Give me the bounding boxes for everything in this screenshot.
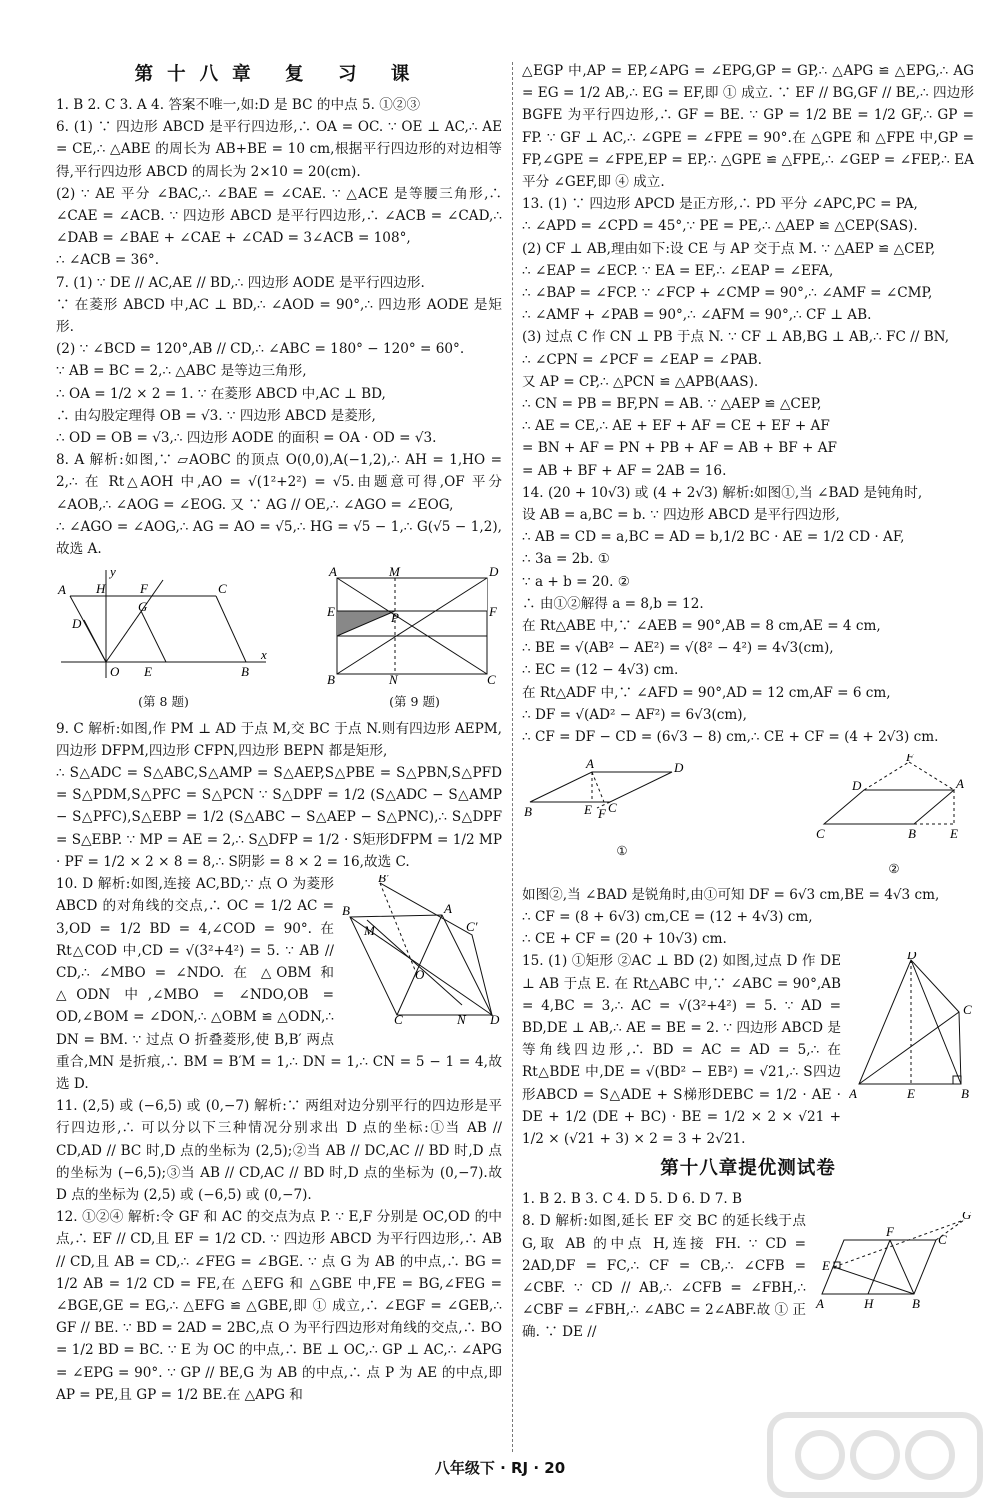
svg-text:C′: C′ — [466, 919, 478, 935]
figures-8-9 — [56, 566, 502, 713]
svg-text:B: B — [524, 804, 532, 820]
answer-13-line5: ∴ ∠BAP = ∠FCP. ∵ ∠FCP + ∠CMP = 90°,∴ ∠AMF = ∠CMP, — [522, 285, 933, 302]
svg-text:G: G — [138, 599, 148, 615]
answer-14-line10: 在 Rt△ADF 中,∵ ∠AFD = 90°,AD = 12 cm,AF = 6 cm, — [522, 684, 891, 701]
answer-13-line13: = AB + BF + AF = 2AB = 16. — [522, 462, 727, 479]
svg-text:E: E — [327, 604, 335, 620]
answer-7-line7: ∴ OD = OB = √3,∴ 四边形 AODE 的面积 = OA · OD = √3. — [56, 430, 437, 447]
figure-14-1 — [522, 754, 722, 879]
answer-7-line3: (2) ∵ ∠BCD = 120°,AB // CD,∴ ∠ABC = 180° − 120° = 60°. — [56, 341, 465, 358]
svg-text:B′: B′ — [378, 875, 389, 886]
figure-test-8-diagram — [814, 1212, 974, 1310]
svg-text:P: P — [391, 610, 399, 626]
svg-text:A: A — [444, 901, 452, 917]
answer-12: 12. ①②④ 解析:令 GF 和 AC 的交点为点 P. ∵ E,F 分别是 OC,OD 的中点,∴ EF // CD,且 EF = 1/2 CD. ∵ 四边形 ABCD 为平行四边形,∴ AB // CD,且 AB = CD,∴ ∠FEG = ∠BGE. ∵ 点 G 为 AB 的中点,∴ BG = 1/2 AB = 1/2 CD = FE,在 △EFG 和 △GBE 中,FE = BG,∠FEG = ∠BGE,GE = EG,∴ △EFG ≌ △GBE,即 ① 成立,∴ ∠EGF = ∠GEB,∴ GF // BE. ∵ BD = 2AD = 2BC,点 O 为平行四边形对角线的交点,∴ BO = 1/2 BD = BC. ∵ E 为 OC 的中点,∴ BE ⊥ OC,∴ GP ⊥ AC,∴ ∠APG = ∠EPG = 90°. ∵ GP // BE,G 为 AB 的中点,∴ 点 P 为 AE 的中点,即 AP = PE,且 GP = 1/2 BE.在 △APG 和 — [56, 1209, 502, 1403]
answer-13-line7: (3) 过点 C 作 CN ⊥ PB 于点 N. ∵ CF ⊥ AB,BG ⊥ AB,∴ FC // BN, — [522, 329, 950, 346]
answer-14-line7: 在 Rt△ABE 中,∵ ∠AEB = 90°,AB = 8 cm,AE = 4 cm, — [522, 618, 881, 635]
test-answer-8: 8. D 解析:如图,延长 EF 交 BC 的延长线于点 G,取 AB 的中点 H,连接 FH. ∵ CD = 2AD,DF = FC,∴ CF = CB,∴ ∠CFB = ∠CBF. ∵ CD // AB,∴ ∠CFB = ∠FBH,∴ ∠CBF = ∠FBH,∴ ∠ABC = 2∠ABF.故 ① 正确. ∵ DE // — [522, 1213, 806, 1341]
answer-11: 11. (2,5) 或 (−6,5) 或 (0,−7) 解析:∵ 两组对边分别平行的四边形是平行四边形,∴ 可以分以下三种情况分别求出 D 点的坐标:①当 AB // CD,AD // BC 时,D 点的坐标为 (2,5);②当 AB // DC,AC // BD 时,D 点的坐标为 (−6,5);③当 AB // CD,AC // BD 时,D 点的坐标为 (0,−7).故 D 点的坐标为 (2,5) 或 (−6,5) 或 (0,−7). — [56, 1098, 502, 1203]
figure-14-2 — [814, 754, 974, 879]
svg-text:D: D — [489, 566, 499, 580]
answer-7-line6: ∴ 由勾股定理得 OB = √3. ∵ 四边形 ABCD 是菱形, — [56, 407, 376, 424]
svg-text:E: E — [822, 1258, 830, 1274]
svg-text:A: A — [956, 776, 964, 792]
svg-text:C: C — [218, 581, 227, 597]
answer-14-line2: 设 AB = a,BC = b. ∵ 四边形 ABCD 是平行四边形, — [522, 507, 840, 524]
answer-7-line4: ∵ AB = BC = 2,∴ △ABC 是等边三角形, — [56, 363, 307, 380]
svg-text:M: M — [389, 566, 400, 580]
figure-8-caption: (第 8 题) — [138, 694, 189, 710]
answer-6-part3: ∴ ∠ACB = 36°. — [56, 252, 160, 269]
answer-13-line3: (2) CF ⊥ AB,理由如下:设 CE 与 AP 交于点 M. ∵ △AEP ≌ △CEP, — [522, 240, 936, 257]
svg-text:H: H — [864, 1296, 874, 1311]
svg-text:B: B — [327, 672, 335, 685]
svg-text:A: A — [329, 566, 337, 580]
svg-text:B: B — [912, 1296, 920, 1311]
svg-text:A: A — [58, 582, 66, 598]
answer-14-line1: 14. (20 + 10√3) 或 (4 + 2√3) 解析:如图①,当 ∠BAD 是钝角时, — [522, 484, 923, 501]
figure-15 — [849, 952, 974, 1109]
svg-text:C: C — [938, 1232, 947, 1248]
answer-7-line5: ∴ OA = 1/2 × 2 = 1. ∵ 在菱形 ABCD 中,AC ⊥ BD, — [56, 385, 386, 402]
figures-14 — [522, 754, 974, 879]
svg-text:E: E — [907, 1086, 915, 1102]
svg-text:D: D — [72, 616, 82, 632]
answer-14-line8: ∴ BE = √(AB² − AE²) = √(8² − 4²) = 4√3(cm), — [522, 640, 834, 657]
svg-text:C: C — [394, 1012, 403, 1026]
answer-9-line2: ∴ S△ADC = S△ABC,S△AMP = S△AEP,S△PBE = S△PBN,S△PFD = S△PDM,S△PFC = S△PCN ∵ S△DPF = 1/2 (S△ADC − S△AMP − S△PFC),S△EBP = 1/2 (S△ABC − S△AEP − S△PNC),∴ S△DPF = S△EBP. ∵ MP = AE = 2,∴ S△DFP = 1/2 · S矩形DFPM = 1/2 MP · PF = 1/2 × 2 × 8 = 8,∴ S阴影 = 8 × 2 = 16,故选 C. — [56, 765, 502, 870]
svg-text:H: H — [96, 581, 106, 597]
svg-text:D: D — [907, 952, 917, 963]
answer-15: 15. (1) ①矩形 ②AC ⊥ BD (2) 如图,过点 D 作 DE ⊥ AB 于点 E. 在 Rt△ABC 中,∵ ∠ABC = 90°,AB = 4,BC = 3,∴ AC = √(3²+4²) = 5. ∵ AD = BD,DE ⊥ AB,∴ AE = BE = 2. ∵ 四边形 ABCD 是等角线四边形,∴ BD = AC = AD = 5,∴ 在 Rt△BDE 中,DE = √(BD² − EB²) = √21,∴ S四边形ABCD = S△ADE + S梯形DEBC = 1/2 · AE · DE + 1/2 (DE + BC) · BE = 1/2 × 2 × √21 + 1/2 × (√21 + 3) × 2 = 3 + 2√21. — [522, 953, 841, 1147]
svg-text:O: O — [415, 967, 425, 983]
answer-14-line12: ∴ CF = DF − CD = (6√3 − 8) cm,∴ CE + CF = (4 + 2√3) cm. — [522, 729, 939, 746]
test-answer-8-block — [522, 1210, 974, 1343]
svg-text:M: M — [364, 923, 375, 939]
figure-9-diagram — [327, 566, 502, 684]
svg-text:F: F — [140, 581, 148, 597]
svg-text:O: O — [110, 664, 120, 680]
answer-8-line2: ∴ ∠AGO = ∠AOG,∴ AG = AO = √5,∴ HG = √5 − 1,∴ G(√5 − 1,2),故选 A. — [56, 518, 502, 558]
svg-text:C: C — [963, 1002, 972, 1018]
figure-10 — [342, 875, 502, 1032]
svg-text:N: N — [389, 672, 398, 685]
figure-14-1-caption: ① — [616, 842, 628, 858]
answer-10-block — [56, 873, 502, 1095]
answer-7-line2: ∵ 在菱形 ABCD 中,AC ⊥ BD,∴ ∠AOD = 90°,∴ 四边形 AODE 是矩形. — [56, 296, 502, 336]
answer-9-line1: 9. C 解析:如图,作 PM ⊥ AD 于点 M,交 BC 于点 N.则有四边形 AEPM,四边形 DFPM,四边形 CFPN,四边形 BEPN 都是矩形, — [56, 720, 502, 759]
svg-text:G: G — [962, 1212, 972, 1223]
figure-15-diagram — [849, 952, 974, 1102]
answer-13-line12: = BN + AF = PN + PB + AF = AB + BF + AF — [522, 440, 837, 457]
answer-13-line10: ∴ CN = PB = BF,PN = AB. ∵ △AEP ≌ △CEP, — [522, 396, 822, 413]
svg-text:B: B — [342, 903, 350, 919]
answer-15-block — [522, 950, 974, 1150]
svg-text:A: A — [586, 756, 594, 772]
section-title-test: 第十八章提优测试卷 — [660, 1158, 836, 1180]
figure-test-8 — [814, 1212, 974, 1317]
answer-14b-line3: ∴ CE + CF = (20 + 10√3) cm. — [522, 931, 727, 948]
answer-8-line1: 8. A 解析:如图,∵ ▱AOBC 的顶点 O(0,0),A(−1,2),∴ AH = 1,HO = 2,∴ 在 Rt△AOH 中,AO = √(1²+2²) = √5.由题意可得,OF 平分 ∠AOB,∴ ∠AOG = ∠EOG. 又 ∵ AG // OE,∴ ∠AGO = ∠EOG, — [56, 452, 502, 513]
svg-text:x: x — [261, 647, 267, 663]
answer-13-line6: ∴ ∠AMF + ∠PAB = 90°,∴ ∠AFM = 90°,∴ CF ⊥ AB. — [522, 307, 872, 324]
figure-14-2-diagram — [814, 754, 974, 850]
answer-14b-line1: 如图②,当 ∠BAD 是锐角时,由①可知 DF = 6√3 cm,BE = 4√3 cm, — [522, 886, 940, 903]
section-title-review: 第十八章 复 习 课 — [134, 64, 424, 85]
answer-14-line6: ∴ 由①②解得 a = 8,b = 12. — [522, 595, 704, 612]
left-column — [56, 60, 502, 1406]
figure-9 — [327, 566, 502, 713]
answer-13-line8: ∴ ∠CPN = ∠PCF = ∠EAP = ∠PAB. — [522, 351, 762, 368]
svg-text:B: B — [241, 664, 249, 680]
svg-text:C: C — [608, 800, 617, 816]
figure-10-diagram — [342, 875, 502, 1025]
answer-13-line2: ∴ ∠APD = ∠CPD = 45°,∵ PE = PE,∴ △AEP ≌ △CEP(SAS). — [522, 218, 918, 235]
figure-8-diagram — [56, 566, 271, 684]
watermark-logo — [760, 1405, 990, 1505]
svg-text:B: B — [961, 1086, 969, 1102]
svg-text:N: N — [457, 1012, 466, 1026]
figure-8 — [56, 566, 271, 713]
svg-text:F: F — [598, 806, 606, 822]
answer-6-part1: 6. (1) ∵ 四边形 ABCD 是平行四边形,∴ OA = OC. ∵ OE ⊥ AC,∴ AE = CE,∴ △ABE 的周长为 AB+BE = 10 cm,根据平行四边形的对边相等得,平行四边形 ABCD 的周长为 2×10 = 20(cm). — [56, 119, 502, 180]
svg-text:A: A — [849, 1086, 857, 1102]
svg-text:y: y — [110, 566, 116, 580]
svg-text:D: D — [852, 778, 862, 794]
answer-13-line1: 13. (1) ∵ 四边形 APCD 是正方形,∴ PD 平分 ∠APC,PC = PA, — [522, 196, 918, 213]
svg-text:B: B — [908, 826, 916, 842]
page-footer: 八年级下 · RJ · 20 — [434, 1459, 566, 1477]
answer-6-part2: (2) ∵ AE 平分 ∠BAC,∴ ∠BAE = ∠CAE. ∵ △ACE 是等腰三角形,∴ ∠CAE = ∠ACB. ∵ 四边形 ABCD 是平行四边形,∴ ∠ACB = ∠CAD,∴ ∠DAB = ∠BAE + ∠CAE + ∠CAD = 3∠ACB = 108°, — [56, 185, 502, 247]
svg-text:C: C — [487, 672, 496, 685]
figure-9-caption: (第 9 题) — [389, 694, 440, 710]
answer-13-line9: 又 AP = CP,∴ △PCN ≌ △APB(AAS). — [522, 373, 759, 390]
answer-13-line11: ∴ AE = CE,∴ AE + EF + AF = CE + EF + AF — [522, 418, 830, 435]
svg-text:E: E — [144, 664, 152, 680]
svg-text:F: F — [886, 1224, 894, 1240]
svg-text:F: F — [906, 754, 914, 765]
answer-14-line3: ∴ AB = CD = a,BC = AD = b,1/2 BC · AE = 1/2 CD · AF, — [522, 529, 905, 546]
svg-text:D: D — [674, 760, 684, 776]
right-column — [522, 60, 974, 1344]
answer-13-line4: ∴ ∠EAP = ∠ECP. ∵ EA = EF,∴ ∠EAP = ∠EFA, — [522, 262, 834, 279]
answer-line-1-5: 1. B 2. C 3. A 4. 答案不唯一,如:D 是 BC 的中点 5. ①②③ — [56, 97, 421, 113]
answer-7-line1: 7. (1) ∵ DE // AC,AE // BD,∴ 四边形 AODE 是平行四边形. — [56, 274, 425, 291]
svg-text:D: D — [490, 1012, 500, 1026]
figure-14-2-caption: ② — [888, 860, 900, 876]
svg-text:E: E — [584, 802, 592, 818]
answer-10: 10. D 解析:如图,连接 AC,BD,∵ 点 O 为菱形 ABCD 的对角线的交点,∴ OC = 1/2 AC = 3,OD = 1/2 BD = 4,∠COD = 90°. 在 Rt△COD 中,CD = √(3²+4²) = 5. ∵ AB // CD,∴ ∠MBO = ∠NDO. 在 △OBM 和 △ODN 中,∠MBO = ∠NDO,OB = OD,∠BOM = ∠DON,∴ △OBM ≌ △ODN,∴ DN = BM. ∵ 过点 O 折叠菱形,使 B,B′ 两点重合,MN 是折痕,∴ BM = B′M = 1,∴ DN = 1,∴ CN = 5 − 1 = 4,故选 D. — [56, 876, 502, 1092]
answer-14-line9: ∴ EC = (12 − 4√3) cm. — [522, 662, 679, 679]
answer-12-continued: △EGP 中,AP = EP,∠APG = ∠EPG,GP = GP,∴ △APG ≌ △EPG,∴ AG = EG = 1/2 AB,∴ EG = EF,即 ① 成立. ∵ EF // BG,GF // BE,∴ 四边形 BGFE 为平行四边形,∴ GF = BE. ∵ GP = 1/2 BE = 1/2 GF,∴ GP = FP. ∵ GF ⊥ AC,∴ ∠GPE = ∠FPE = 90°.在 △GPE 和 △FPE 中,GP = FP,∠GPE = ∠FPE,EP = EP,∴ △GPE ≌ △FPE,∴ ∠GEP = ∠FEP,∴ EA 平分 ∠GEF,即 ④ 成立. — [522, 63, 974, 191]
answer-14-line4: ∴ 3a = 2b. ① — [522, 551, 610, 568]
test-answers-1-7: 1. B 2. B 3. C 4. D 5. D 6. D 7. B — [522, 1191, 743, 1208]
figure-14-1-diagram — [522, 754, 722, 832]
column-divider — [512, 62, 513, 1452]
answer-14-line11: ∴ DF = √(AD² − AF²) = 6√3(cm), — [522, 706, 747, 723]
answer-14b-line2: ∴ CF = (8 + 6√3) cm,CE = (12 + 4√3) cm, — [522, 908, 813, 925]
svg-text:C: C — [816, 826, 825, 842]
answer-14-line5: ∵ a + b = 20. ② — [522, 573, 630, 590]
svg-text:A: A — [816, 1296, 824, 1311]
svg-text:F: F — [489, 604, 497, 620]
svg-text:E: E — [950, 826, 958, 842]
